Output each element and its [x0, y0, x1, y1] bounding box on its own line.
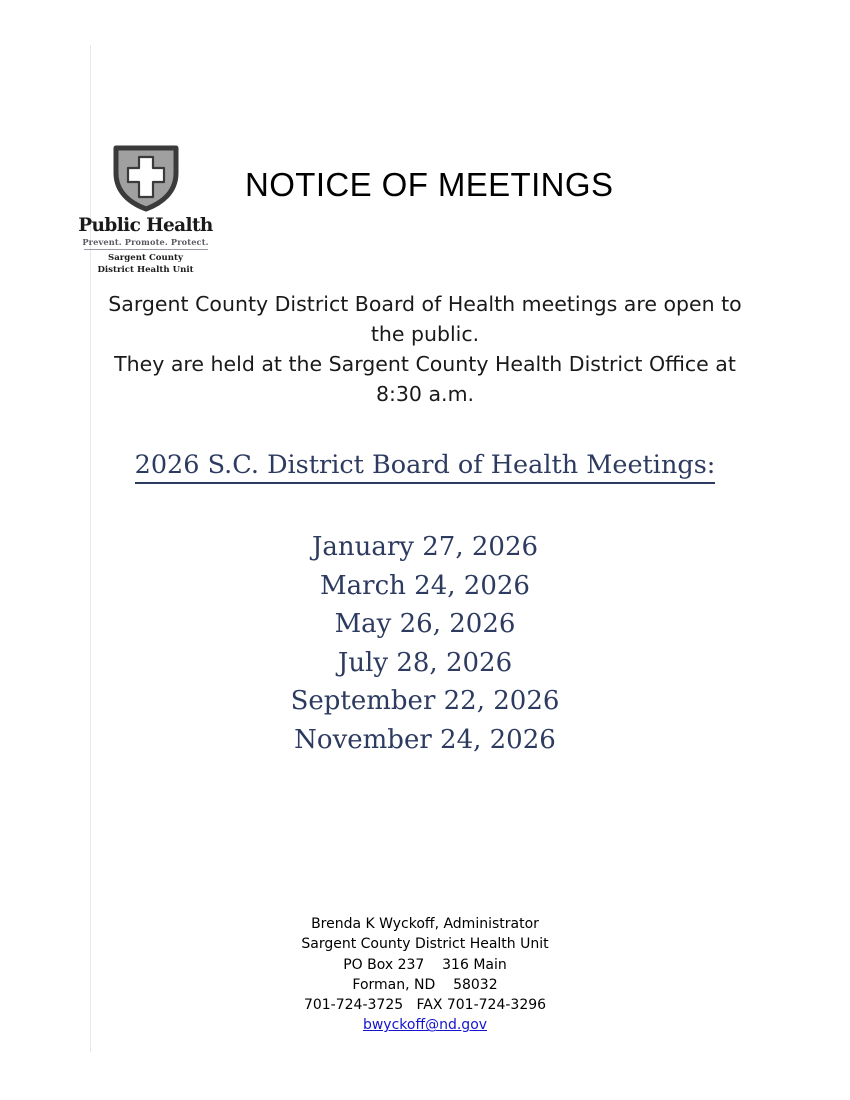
intro-line-2: the public.	[370, 322, 480, 346]
shield-cross-icon	[78, 138, 213, 216]
document-header	[0, 138, 850, 273]
meeting-dates-list	[0, 528, 850, 759]
contact-organization: Sargent County District Health Unit	[301, 936, 549, 953]
logo-wordmark: Public Health	[78, 215, 213, 236]
contact-footer	[0, 914, 850, 1036]
intro-paragraph	[80, 289, 770, 409]
logo-unit-line-2: District Health Unit	[97, 264, 194, 275]
logo-tagline: Prevent. Promote. Protect.	[82, 236, 209, 247]
list-item: September 22, 2026	[290, 686, 560, 716]
list-item: March 24, 2026	[320, 570, 530, 601]
list-item: January 27, 2026	[311, 532, 539, 562]
contact-city-state-zip: Forman, ND 58032	[352, 976, 498, 993]
intro-line-4: 8:30 a.m.	[375, 382, 475, 406]
intro-line-1: Sargent County District Board of Health meetings are open to	[108, 292, 742, 316]
contact-address: PO Box 237 316 Main	[343, 956, 507, 973]
logo-divider	[84, 249, 208, 250]
list-item: May 26, 2026	[334, 609, 516, 639]
meetings-section-heading-text: 2026 S.C. District Board of Health Meetings:	[135, 450, 716, 484]
contact-phone-fax: 701-724-3725 FAX 701-724-3296	[303, 997, 547, 1014]
public-health-logo	[78, 138, 213, 276]
logo-unit-line-1: Sargent County	[107, 252, 184, 263]
contact-name: Brenda K Wyckoff, Administrator	[311, 916, 539, 932]
page-title: NOTICE OF MEETINGS	[245, 166, 614, 203]
contact-email-row	[0, 1015, 850, 1035]
meetings-section-heading	[0, 450, 850, 480]
list-item: November 24, 2026	[294, 724, 556, 755]
contact-email-link[interactable]: bwyckoff@nd.gov	[362, 1017, 488, 1034]
intro-line-3: They are held at the Sargent County Health District Office at	[114, 352, 736, 376]
list-item: July 28, 2026	[337, 647, 513, 678]
